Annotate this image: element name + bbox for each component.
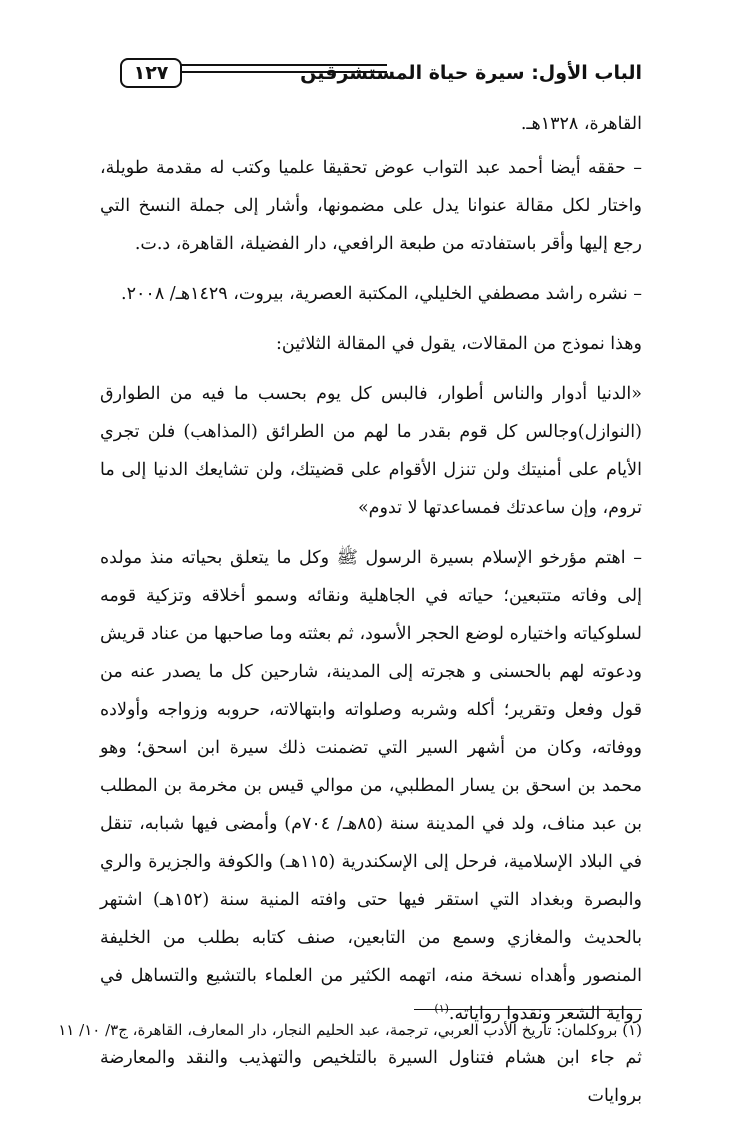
running-title: الباب الأول: سيرة حياة المستشرقين xyxy=(300,62,642,84)
page-body xyxy=(58,105,643,1127)
footnote-separator xyxy=(414,1009,642,1010)
page-header xyxy=(110,52,642,92)
paragraph-cairo-1328: القاهرة، ١٣٢٨هـ. xyxy=(520,114,642,134)
paragraph-sira-text: – اهتم مؤرخو الإسلام بسيرة الرسول ﷺ وكل ما يتعلق بحياته منذ مولده إلى وفاته متتبعين؛ حياته في الجاهلية ونقائه وسمو أخلاقه وتزكية قومه لسلوكياته واختياره لوضع الحجر الأسود، ثم بعثته وما صاحبها من عناد قريش ودعوته لهم بالحسنى و هجرته إلى المدينة، شارحين كل ما يصدر عنه من قول وفعل وتقرير؛ أكله وشربه وصلواته وابتهالاته، حروبه وزواجه وأولاده ووفاته، وكان من أشهر السير التي تضمنت ذلك سيرة ابن اسحق؛ وهو محمد بن اسحق بن يسار المطلبي، من موالي قيس بن مخرمة بن المطلب بن عبد مناف، ولد في المدينة سنة (٨٥هـ/ ٧٠٤م) وأمضى فيها شبابه، تنقل في البلاد الإسلامية، فرحل إلى الإسكندرية (١١٥هـ) والكوفة والجزيرة والري والبصرة وبغداد التي استقر فيها حتى وافته المنية سنة (١٥٢هـ) اشتهر بالحديث والمغازي وسمع من التابعين، صنف كتابه بطلب من الخليفة المنصور وأهداه نسخة منه، اتهمه الكثير من العلماء بالتشيع والتساهل في رواية الشعر ونقدوا رواياته. xyxy=(100,548,643,1024)
paragraph-abd-al-tawwab-edition: – حققه أيضا أحمد عبد التواب عوض تحقيقا علميا وكتب له مقدمة طويلة، واختار لكل مقالة عنوانا يدل على مضمونها، وأشار إلى جملة النسخ التي رجع إليها وأقر باستفادته من طبعة الرافعي، دار الفضيلة، القاهرة، د.ت. xyxy=(100,158,642,254)
header-double-rule xyxy=(180,64,387,78)
header-rule-bottom xyxy=(180,71,387,73)
paragraph-ibn-hisham: ثم جاء ابن هشام فتناول السيرة بالتلخيص والتهذيب والنقد والمعارضة بروايات xyxy=(100,1048,642,1106)
footnote-reference[interactable]: (١) xyxy=(434,1002,449,1016)
page-number: ١٢٧ xyxy=(120,58,182,88)
footnote: (١) بروكلمان: تاريخ الأدب العربي، ترجمة، عبد الحليم النجار، دار المعارف، القاهرة، ج٣/ ١٠/ ١١ xyxy=(58,1021,642,1039)
paragraph-sira-historians xyxy=(100,539,642,1033)
header-rule-top xyxy=(180,64,387,66)
paragraph-quoted-maqala: «الدنيا أدوار والناس أطوار، فالبس كل يوم بحسب ما فيه من الطوارق (النوازل)وجالس كل قوم بقدر ما لهم من الطرائق (المذاهب) فلن تجري الأيام على أمنيتك ولن تنزل الأقوام على قضيتك، ولن تشايعك الدنيا إلى ما تروم، وإن ساعدتك فمساعدتها لا تدوم» xyxy=(100,384,642,518)
paragraph-khalili-edition: – نشره راشد مصطفي الخليلي، المكتبة العصرية، بيروت، ١٤٢٩هـ/ ٢٠٠٨. xyxy=(121,284,642,304)
paragraph-sample-intro: وهذا نموذج من المقالات، يقول في المقالة الثلاثين: xyxy=(275,334,642,354)
